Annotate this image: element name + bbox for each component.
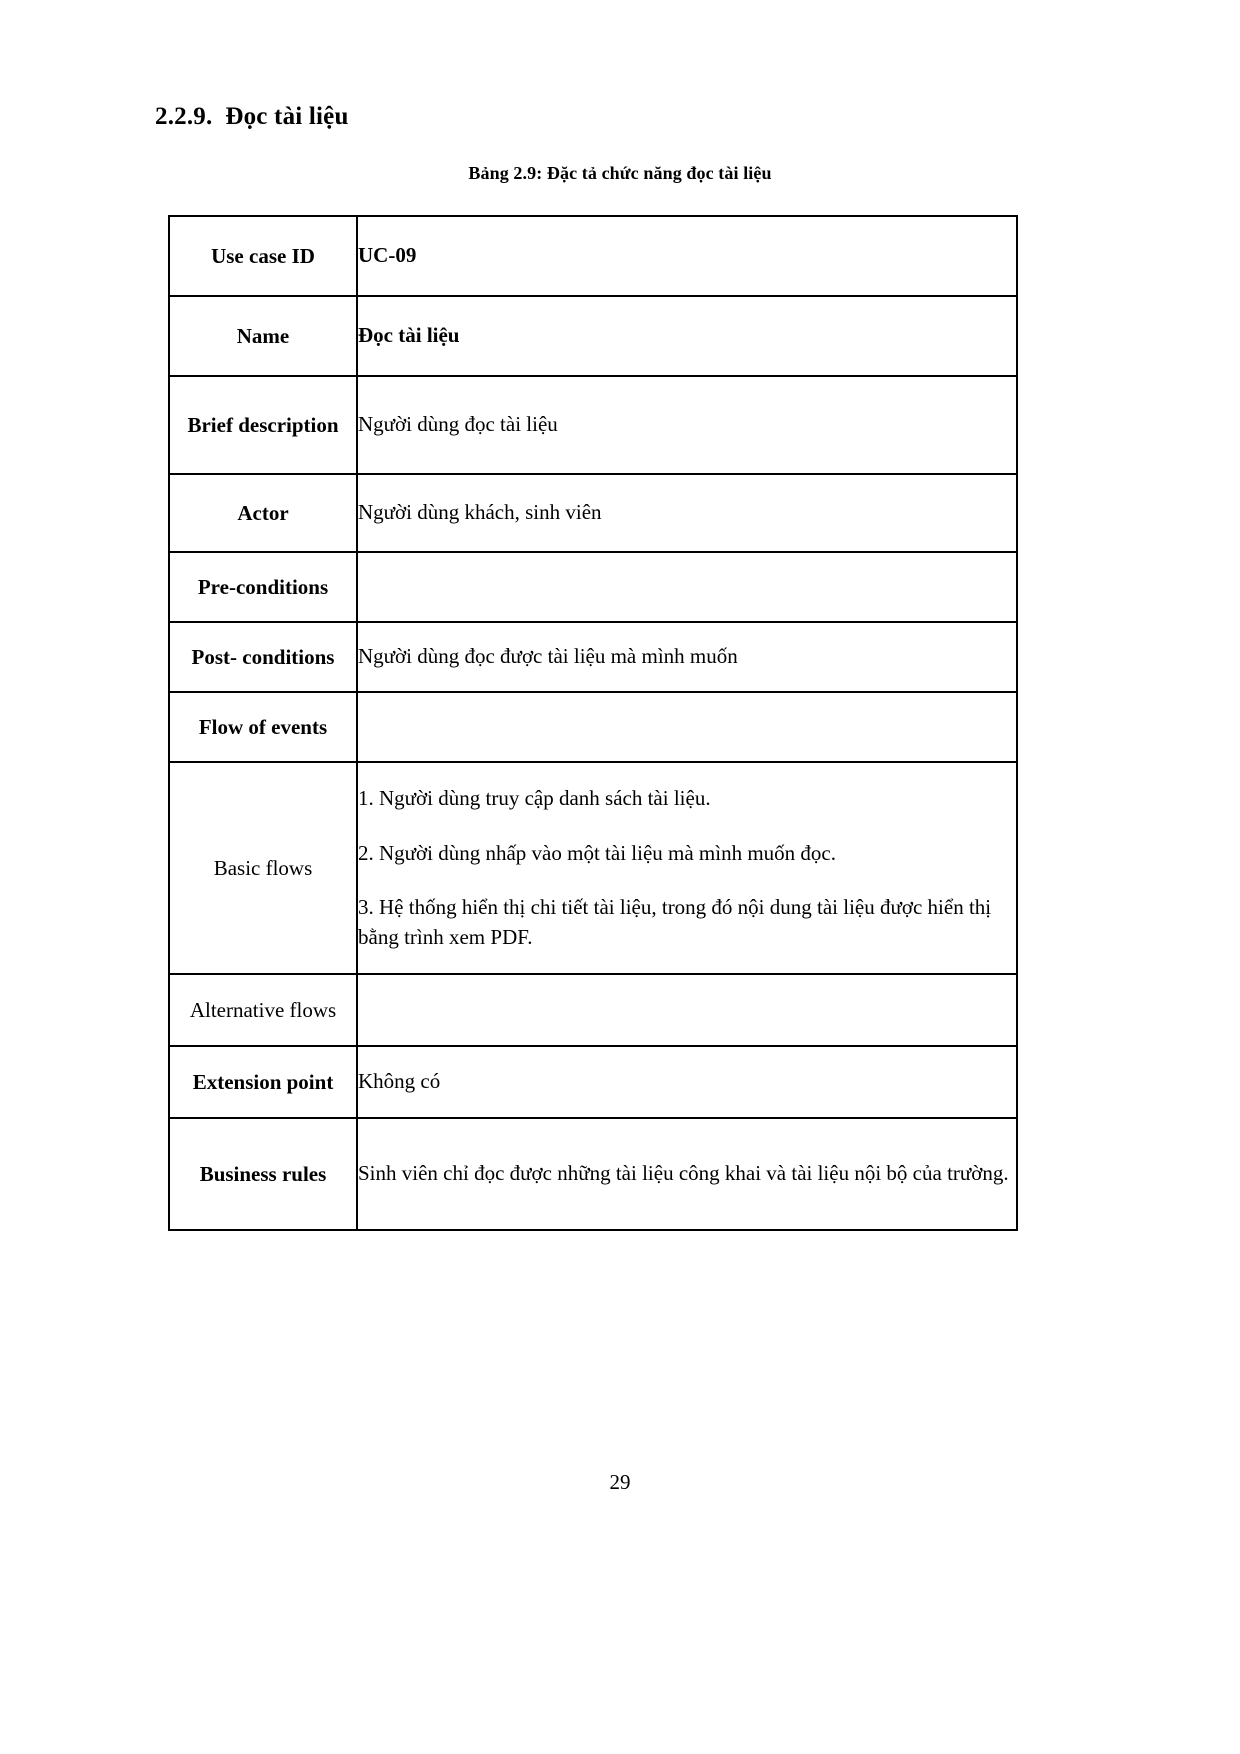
row-label-alternative-flows: Alternative flows	[169, 974, 357, 1046]
table-row	[169, 376, 1017, 474]
row-label-brief-description: Brief description	[169, 376, 357, 474]
table-row	[169, 552, 1017, 622]
table-row	[169, 296, 1017, 376]
row-value-post-conditions: Người dùng đọc được tài liệu mà mình muốn	[357, 622, 1017, 692]
row-value-extension-point: Không có	[357, 1046, 1017, 1118]
basic-flows-list	[358, 783, 1016, 953]
row-label-actor: Actor	[169, 474, 357, 552]
table-row	[169, 974, 1017, 1046]
row-label-post-conditions: Post- conditions	[169, 622, 357, 692]
section-heading: 2.2.9. Đọc tài liệu	[155, 103, 349, 130]
row-label-flow-of-events: Flow of events	[169, 692, 357, 762]
table-row	[169, 692, 1017, 762]
row-label-business-rules: Business rules	[169, 1118, 357, 1230]
row-value-alternative-flows	[357, 974, 1017, 1046]
page-number: 29	[609, 1470, 631, 1494]
use-case-specification-table	[168, 215, 1018, 1231]
table-row	[169, 1046, 1017, 1118]
row-label-pre-conditions: Pre-conditions	[169, 552, 357, 622]
row-value-business-rules: Sinh viên chỉ đọc được những tài liệu công khai và tài liệu nội bộ của trường.	[357, 1118, 1017, 1230]
table-row	[169, 474, 1017, 552]
row-value-name: Đọc tài liệu	[357, 296, 1017, 376]
row-value-basic-flows	[357, 762, 1017, 974]
row-value-pre-conditions	[357, 552, 1017, 622]
row-label-extension-point: Extension point	[169, 1046, 357, 1118]
list-item: 2. Người dùng nhấp vào một tài liệu mà mình muốn đọc.	[358, 840, 837, 865]
list-item: 1. Người dùng truy cập danh sách tài liệu.	[358, 786, 711, 811]
table-row	[169, 216, 1017, 296]
row-label-name: Name	[169, 296, 357, 376]
list-item: 3. Hệ thống hiển thị chi tiết tài liệu, trong đó nội dung tài liệu được hiển thị bằng trình xem PDF.	[358, 895, 992, 950]
row-value-flow-of-events	[357, 692, 1017, 762]
row-value-use-case-id: UC-09	[357, 216, 1017, 296]
table-row	[169, 622, 1017, 692]
row-value-actor: Người dùng khách, sinh viên	[357, 474, 1017, 552]
row-value-brief-description: Người dùng đọc tài liệu	[357, 376, 1017, 474]
table-row	[169, 1118, 1017, 1230]
row-label-use-case-id: Use case ID	[169, 216, 357, 296]
table-row	[169, 762, 1017, 974]
table-caption: Bảng 2.9: Đặc tả chức năng đọc tài liệu	[468, 163, 772, 183]
row-label-basic-flows: Basic flows	[169, 762, 357, 974]
